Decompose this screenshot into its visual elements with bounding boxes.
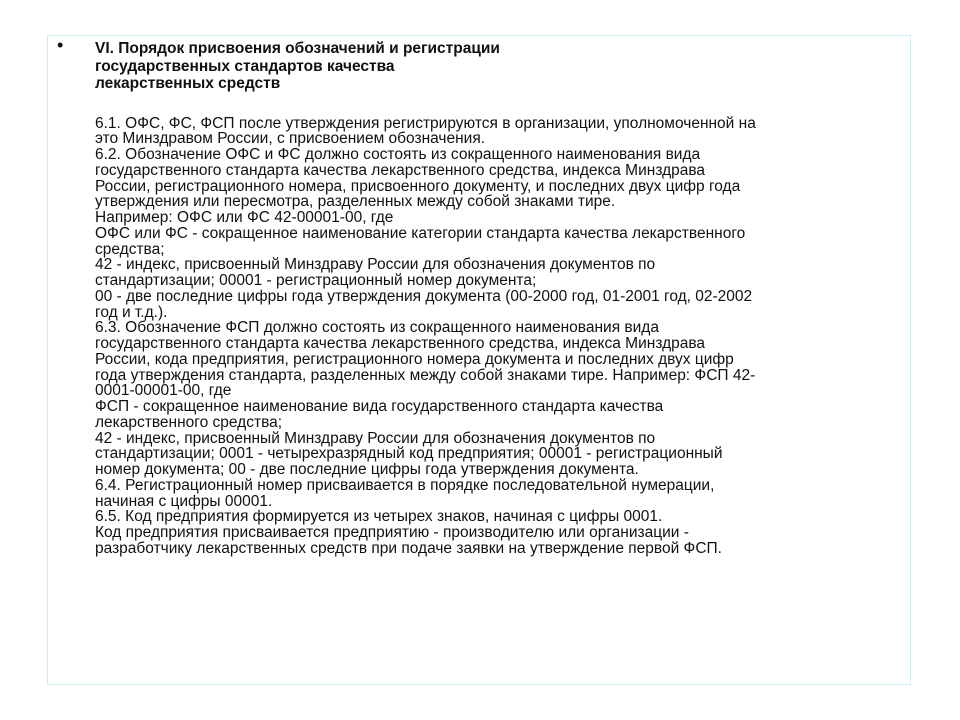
section-title (95, 40, 895, 93)
slide-content (95, 40, 895, 557)
body-line: Например: ОФС или ФС 42-00001-00, где (95, 209, 394, 226)
body-line: России, регистрационного номера, присвоенного документу, и последних двух цифр года (95, 177, 741, 195)
body-line: это Минздравом России, с присвоением обозначения. (95, 130, 486, 148)
body-line: год и т.д.). (95, 303, 168, 321)
body-line: стандартизации; 0001 - четырехразрядный код предприятия; 00001 - регистрационный (95, 445, 723, 463)
body-line: года утверждения стандарта, разделенных между собой знаками тире. Например: ФСП 42- (95, 366, 756, 384)
body-line: Код предприятия присваивается предприятию - производителю или организации - (95, 524, 689, 541)
body-line: 6.1. ОФС, ФС, ФСП после утверждения регистрируются в организации, уполномоченной на (95, 114, 756, 132)
body-line: 6.3. Обозначение ФСП должно состоять из сокращенного наименования вида (95, 319, 659, 337)
body-line: 42 - индекс, присвоенный Минздраву России для обозначения документов по (95, 429, 656, 447)
body-line: 42 - индекс, присвоенный Минздраву России для обозначения документов по (95, 256, 656, 274)
body-line: 00 - две последние цифры года утверждения документа (00-2000 год, 01-2001 год, 02-2002 (95, 287, 753, 305)
body-line: средства; (95, 240, 165, 258)
title-line: лекарственных средств (95, 75, 281, 92)
body-line: 6.4. Регистрационный номер присваивается в порядке последовательной нумерации, (95, 476, 715, 494)
title-line: государственных стандартов качества (95, 57, 395, 75)
body-line: России, кода предприятия, регистрационного номера документа и последних двух цифр (95, 350, 734, 368)
body-line: начиная с цифры 00001. (95, 492, 273, 510)
body-line: 6.2. Обозначение ОФС и ФС должно состоять из сокращенного наименования вида (95, 146, 701, 163)
body-line: 6.5. Код предприятия формируется из четырех знаков, начиная с цифры 0001. (95, 508, 663, 526)
body-line: государственного стандарта качества лекарственного средства, индекса Минздрава (95, 335, 706, 352)
body-line: разработчику лекарственных средств при подаче заявки на утверждение первой ФСП. (95, 539, 722, 557)
body-text (95, 116, 895, 557)
body-line: 0001-00001-00, где (95, 382, 232, 400)
body-line: ОФС или ФС - сокращенное наименование категории стандарта качества лекарственного (95, 224, 746, 242)
bullet-marker: • (57, 35, 64, 55)
body-line: стандартизации; 00001 - регистрационный номер документа; (95, 272, 537, 289)
title-line: VI. Порядок присвоения обозначений и регистрации (95, 40, 500, 57)
body-line: государственного стандарта качества лекарственного средства, индекса Минздрава (95, 161, 706, 179)
body-line: утверждения или пересмотра, разделенных между собой знаками тире. (95, 193, 616, 211)
body-line: лекарственного средства; (95, 413, 283, 431)
body-line: ФСП - сокращенное наименование вида государственного стандарта качества (95, 398, 664, 415)
body-line: номер документа; 00 - две последние цифры года утверждения документа. (95, 461, 639, 478)
